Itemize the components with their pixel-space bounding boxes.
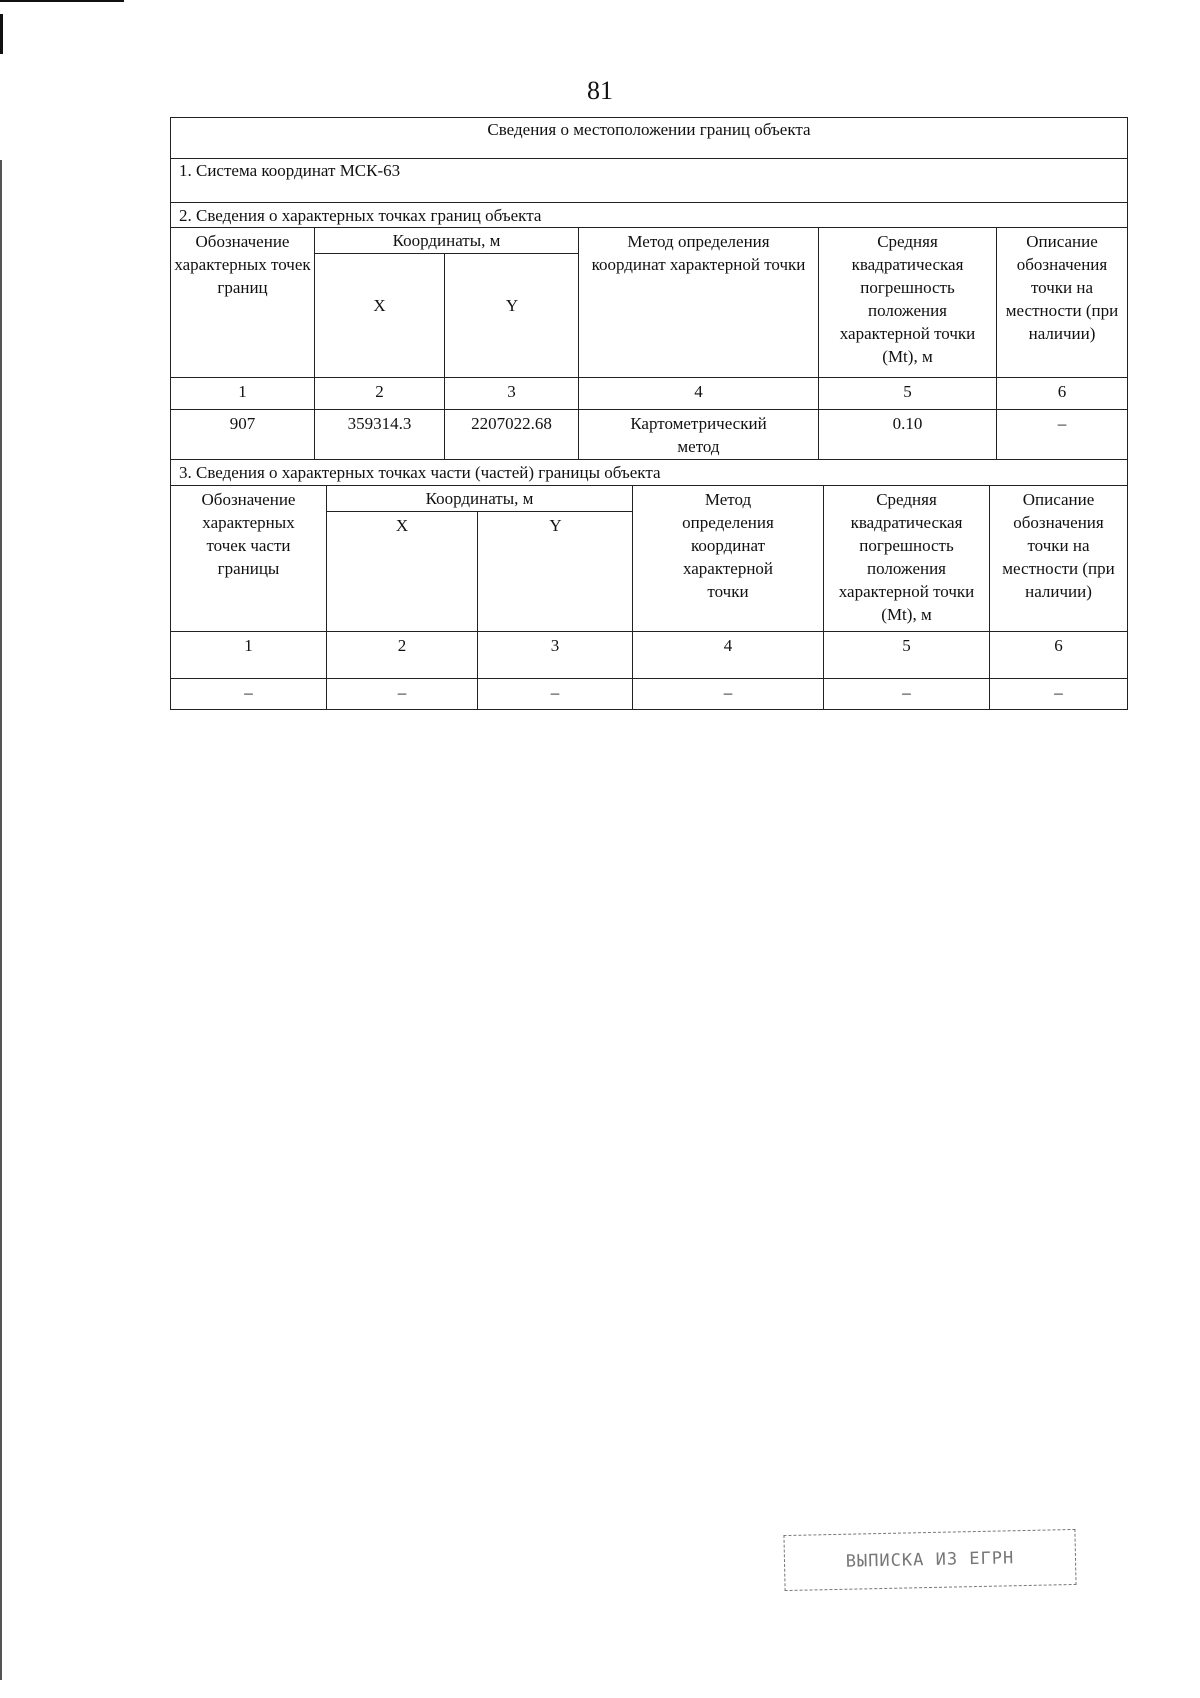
s2-column-numbers [171,378,1127,410]
scan-edge-left-lower [0,160,2,1680]
s2-error-value: 0.10 [819,410,997,459]
coordinate-system: 1. Система координат МСК-63 [171,159,1127,203]
s3-designation-header: Обозначение характерных точек части границы [171,486,327,631]
s3-colnum-1: 1 [171,632,327,678]
scan-edge-left [0,14,3,54]
s3-coordinates-group [327,486,633,631]
table-row [171,410,1127,460]
section2-heading: 2. Сведения о характерных точках границ объекта [171,203,1127,228]
table-row [171,679,1127,709]
s3-coordinates-header: Координаты, м [425,489,534,508]
stamp-text: ВЫПИСКА ИЗ ЕГРН [845,1548,1015,1572]
s2-x-header: X [315,254,445,377]
s3-coordinate-subheaders [327,511,632,631]
s2-method-value: Картометрический метод [579,410,819,459]
s2-coordinates-group [315,228,579,377]
s3-point: – [171,679,327,709]
s3-x-value: – [327,679,478,709]
s3-colnum-3: 3 [478,632,633,678]
s2-colnum-5: 5 [819,378,997,409]
section3-heading: 3. Сведения о характерных точках части (частей) границы объекта [171,460,1127,486]
s2-coordinates-header: Координаты, м [392,231,501,250]
section3-header-row [171,486,1127,632]
s2-method-header: Метод определения координат характерной точки [579,228,819,377]
s2-error-header: Средняя квадратическая погрешность положения характерной точки (Mt), м [819,228,997,377]
s2-x-value: 359314.3 [315,410,445,459]
s3-error-header: Средняя квадратическая погрешность положения характерной точки (Mt), м [824,486,990,631]
s3-colnum-6: 6 [1054,636,1063,655]
s2-description-header: Описание обозначения точки на местности (при наличии) [1005,232,1119,343]
scan-edge-top [0,0,124,2]
s2-colnum-3: 3 [445,378,579,409]
s3-column-numbers [171,632,1127,679]
s2-coordinate-subheaders [315,253,578,377]
s3-y-value: – [478,679,633,709]
s2-colnum-6: 6 [1057,382,1067,401]
section2-header-row [171,228,1127,378]
s2-point: 907 [171,410,315,459]
s3-description-value: – [1054,683,1063,702]
s3-error-value: – [824,679,990,709]
boundary-table [170,117,1128,710]
s2-colnum-1: 1 [171,378,315,409]
s2-colnum-4: 4 [579,378,819,409]
s3-y-header: Y [549,516,562,535]
s2-designation-header: Обозначение характерных точек границ [171,228,315,377]
s3-colnum-4: 4 [633,632,824,678]
s2-y-header: Y [505,296,519,315]
page-number: 81 [587,76,613,105]
s3-colnum-2: 2 [327,632,478,678]
s3-x-header: X [327,512,478,631]
s2-description-value: – [1057,414,1067,433]
s3-method-value: – [633,679,824,709]
registry-stamp [783,1529,1076,1591]
s3-colnum-5: 5 [824,632,990,678]
table-title: Сведения о местоположении границ объекта [171,118,1127,159]
s3-description-header: Описание обозначения точки на местности (при наличии) [1002,490,1115,601]
s2-colnum-2: 2 [315,378,445,409]
s2-y-value: 2207022.68 [445,410,579,459]
s3-method-header: Метод определения координат характерной точки [633,486,824,631]
